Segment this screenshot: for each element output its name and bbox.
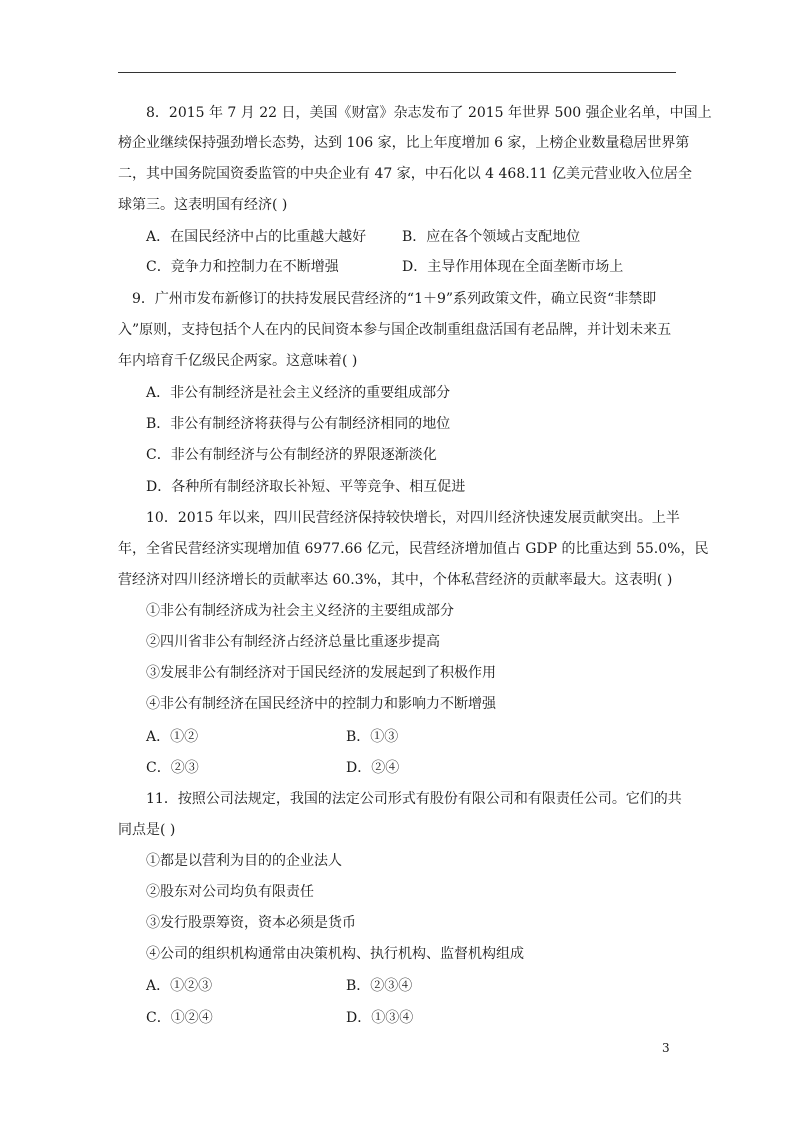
- question-10-option-d: D．②④: [346, 760, 400, 776]
- question-8-option-c: C．竞争力和控制力在不断增强: [146, 259, 339, 275]
- question-11-stem-line-1: 11．按照公司法规定，我国的法定公司形式有股份有限公司和有限责任公司。它们的共: [146, 791, 682, 807]
- question-10-option-b: B．①③: [346, 729, 399, 745]
- question-8-stem-line-4: 球第三。这表明国有经济( ): [118, 197, 288, 213]
- question-11-statement-2: ②股东对公司均负有限责任: [146, 884, 314, 900]
- question-9-option-c: C．非公有制经济与公有制经济的界限逐渐淡化: [146, 447, 437, 463]
- question-9-option-b: B．非公有制经济将获得与公有制经济相同的地位: [146, 416, 451, 432]
- question-8-option-d: D．主导作用体现在全面垄断市场上: [402, 259, 624, 275]
- question-8-stem-line-2: 榜企业继续保持强劲增长态势，达到 106 家，比上年度增加 6 家，上榜企业数量稳居世界第: [118, 135, 690, 151]
- question-10-stem-line-1: 10．2015 年以来，四川民营经济保持较快增长，对四川经济快速发展贡献突出。上半: [146, 510, 680, 526]
- question-11-option-a: A．①②③: [146, 978, 213, 994]
- question-10-statement-2: ②四川省非公有制经济占经济总量比重逐步提高: [146, 634, 440, 650]
- question-10-stem-line-2: 年，全省民营经济实现增加值 6977.66 亿元，民营经济增加值占 GDP 的比重达到 55.0%，民: [118, 541, 709, 557]
- question-9-option-d: D．各种所有制经济取长补短、平等竞争、相互促进: [146, 479, 466, 495]
- question-11-stem-line-2: 同点是( ): [118, 822, 176, 838]
- page-number: 3: [662, 1041, 670, 1055]
- question-9-option-a: A．非公有制经济是社会主义经济的重要组成部分: [146, 385, 451, 401]
- question-11-option-c: C．①②④: [146, 1010, 213, 1026]
- question-10-option-c: C．②③: [146, 760, 199, 776]
- question-11-option-d: D．①③④: [346, 1010, 414, 1026]
- question-10-stem-line-3: 营经济对四川经济增长的贡献率达 60.3%，其中，个体私营经济的贡献率最大。这表明( ): [118, 572, 673, 588]
- question-11-statement-4: ④公司的组织机构通常由决策机构、执行机构、监督机构组成: [146, 946, 524, 962]
- question-9-stem-line-3: 年内培育千亿级民企两家。这意味着( ): [118, 353, 358, 369]
- header-rule: [118, 72, 676, 73]
- question-8-option-b: B．应在各个领域占支配地位: [402, 229, 581, 245]
- question-11-statement-1: ①都是以营利为目的的企业法人: [146, 853, 342, 869]
- question-9-stem-line-1: 9．广州市发布新修订的扶持发展民营经济的“1＋9”系列政策文件，确立民资“非禁即: [132, 291, 657, 307]
- question-11-option-b: B．②③④: [346, 978, 413, 994]
- question-9-stem-line-2: 入”原则，支持包括个人在内的民间资本参与国企改制重组盘活国有老品牌，并计划未来五: [118, 322, 672, 338]
- question-8-stem-line-1: 8．2015 年 7 月 22 日，美国《财富》杂志发布了 2015 年世界 500 强企业名单，中国上: [146, 105, 712, 121]
- question-10-statement-3: ③发展非公有制经济对于国民经济的发展起到了积极作用: [146, 665, 496, 681]
- question-10-option-a: A．①②: [146, 729, 199, 745]
- question-11-statement-3: ③发行股票筹资，资本必须是货币: [146, 915, 356, 931]
- question-10-statement-4: ④非公有制经济在国民经济中的控制力和影响力不断增强: [146, 696, 496, 712]
- question-10-statement-1: ①非公有制经济成为社会主义经济的主要组成部分: [146, 603, 454, 619]
- question-8-stem-line-3: 二，其中国务院国资委监管的中央企业有 47 家，中石化以 4 468.11 亿美元营业收入位居全: [118, 166, 692, 182]
- question-8-option-a: A．在国民经济中占的比重越大越好: [146, 229, 367, 245]
